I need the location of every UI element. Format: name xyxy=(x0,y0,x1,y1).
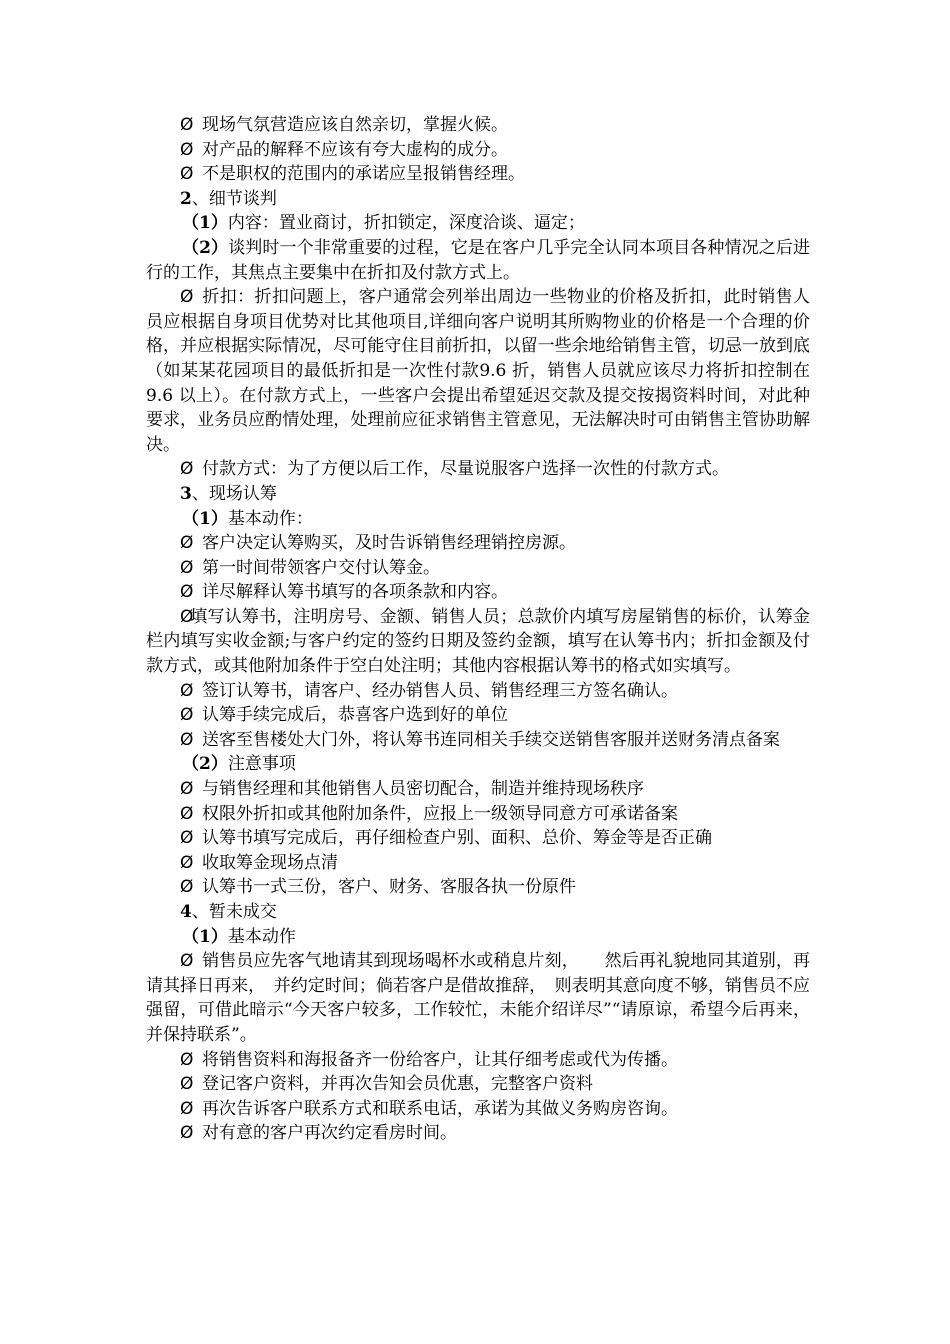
bullet-marker-icon: Ø xyxy=(180,1098,194,1119)
section-title: 、暂未成交 xyxy=(191,902,277,922)
bullet-paragraph xyxy=(146,162,810,187)
bullet-text: 现场气氛营造应该自然亲切，掌握火候。 xyxy=(202,115,508,135)
section-title: 、现场认筹 xyxy=(191,483,277,504)
section-title: 、细节谈判 xyxy=(191,188,277,209)
bullet-text: 详尽解释认筹书填写的各项条款和内容。 xyxy=(202,582,508,603)
subsection-paragraph xyxy=(146,211,810,236)
bullet-marker-icon: Ø xyxy=(180,852,194,873)
bullet-paragraph xyxy=(146,851,810,876)
document-body xyxy=(146,113,810,1146)
bullet-marker-icon: Ø xyxy=(180,557,194,578)
bullet-text: 客户决定认筹购买，及时告诉销售经理销控房源。 xyxy=(202,533,576,554)
bullet-marker-icon: Ø xyxy=(180,877,194,898)
bullet-paragraph xyxy=(146,285,810,457)
bullet-marker-icon: Ø xyxy=(180,828,194,849)
section-heading xyxy=(146,900,810,925)
bullet-text: 与销售经理和其他销售人员密切配合，制造并维持现场秩序 xyxy=(202,779,644,800)
bullet-paragraph xyxy=(146,1072,810,1097)
bullet-marker-icon: Ø xyxy=(180,115,194,135)
bullet-paragraph xyxy=(146,457,810,482)
bullet-paragraph xyxy=(146,580,810,605)
bullet-paragraph xyxy=(146,1048,810,1073)
bullet-marker-icon: Ø xyxy=(180,582,194,603)
bullet-text: 销售员应先客气地请其到现场喝杯水或稍息片刻， 然后再礼貌地同其道别，再请其择日再来， 并约定时间；倘若客户是借故推辞， 则表明其意向度不够，销售员不应强留，可借此暗示“今天客户较多，工作较忙，未能介绍详尽”“请原谅，希望今后再来，并保持联系”。 xyxy=(146,951,810,1045)
bullet-paragraph xyxy=(146,679,810,704)
bullet-paragraph xyxy=(146,875,810,900)
bullet-marker-icon: Ø xyxy=(180,533,194,554)
bullet-paragraph xyxy=(146,777,810,802)
subsection-paragraph xyxy=(146,507,810,532)
subsection-number: （1） xyxy=(182,508,228,529)
subsection-number: （2） xyxy=(182,237,229,258)
bullet-text: 认筹书填写完成后，再仔细检查户别、面积、总价、筹金等是否正确 xyxy=(202,828,712,849)
bullet-text: 填写认筹书，注明房号、金额、销售人员；总款价内填写房屋销售的标价，认筹金栏内填写实收金额;与客户约定的签约日期及签约金额，填写在认筹书内；折扣金额及付款方式，或其他附加条件于空白处注明；其他内容根据认筹书的格式如实填写。 xyxy=(146,606,810,677)
bullet-marker-icon: Ø xyxy=(180,951,194,972)
bullet-marker-icon: Ø xyxy=(180,705,194,726)
section-number: 2 xyxy=(180,188,192,209)
section-number: 3 xyxy=(180,483,192,504)
bullet-marker-icon: Ø xyxy=(180,139,194,160)
bullet-text: 付款方式：为了方便以后工作，尽量说服客户选择一次性的付款方式。 xyxy=(202,459,729,480)
subsection-paragraph xyxy=(146,236,810,285)
bullet-text: 送客至售楼处大门外，将认筹书连同相关手续交送销售客服并送财务清点备案 xyxy=(202,729,780,750)
subsection-number: （2） xyxy=(182,754,228,775)
bullet-text: 收取筹金现场点清 xyxy=(202,852,338,873)
bullet-paragraph xyxy=(146,949,810,1047)
bullet-marker-icon: Ø xyxy=(180,1123,194,1144)
bullet-text: 不是职权的范围内的承诺应呈报销售经理。 xyxy=(202,164,525,185)
section-heading xyxy=(146,482,810,507)
bullet-marker-icon: Ø xyxy=(180,1049,194,1070)
subsection-text: 注意事项 xyxy=(227,754,296,775)
section-number: 4 xyxy=(180,902,192,922)
bullet-text: 再次告诉客户联系方式和联系电话，承诺为其做义务购房咨询。 xyxy=(202,1098,678,1119)
bullet-paragraph xyxy=(146,1121,810,1146)
subsection-paragraph xyxy=(146,925,810,950)
subsection-text: 谈判时一个非常重要的过程，它是在客户几乎完全认同本项目各种情况之后进行的工作，其焦点主要集中在折扣及付款方式上。 xyxy=(146,237,810,283)
bullet-paragraph xyxy=(146,728,810,753)
bullet-text: 将销售资料和海报备齐一份给客户，让其仔细考虑或代为传播。 xyxy=(202,1049,678,1070)
bullet-paragraph xyxy=(146,1097,810,1122)
subsection-number: （1） xyxy=(182,926,228,947)
bullet-text: 对产品的解释不应该有夸大虚构的成分。 xyxy=(202,139,508,160)
bullet-marker-icon: Ø xyxy=(180,680,194,701)
bullet-marker-icon: Ø xyxy=(180,729,194,750)
bullet-marker-icon: Ø xyxy=(180,164,194,185)
bullet-text: 折扣：折扣问题上，客户通常会列举出周边一些物业的价格及折扣，此时销售人员应根据自身项目优势对比其他项目,详细向客户说明其所购物业的价格是一个合理的价格，并应根据实际情况，尽可能守住目前折扣，以留一些余地给销售主管，切忌一放到底（如某某花园项目的最低折扣是一次性付款9.6 折，销售人员就应该尽力将折扣控制在 9.6 以上）。在付款方式上，一些客户会提出希望延迟交款及提交按揭资料时间，对此种要求，业务员应酌情处理，处理前应征求销售主管意见，无法解决时可由销售主管协助解决。 xyxy=(146,287,810,455)
bullet-marker-icon: Ø xyxy=(180,779,194,800)
bullet-marker-icon: Ø xyxy=(180,1074,194,1095)
bullet-paragraph xyxy=(146,556,810,581)
bullet-text: 第一时间带领客户交付认筹金。 xyxy=(202,557,440,578)
section-heading xyxy=(146,187,810,212)
bullet-text: 认筹手续完成后，恭喜客户选到好的单位 xyxy=(202,705,508,726)
subsection-text: 基本动作： xyxy=(227,508,313,529)
bullet-text: 签订认筹书，请客户、经办销售人员、销售经理三方签名确认。 xyxy=(202,680,678,701)
bullet-marker-icon: Ø xyxy=(180,459,194,480)
bullet-paragraph xyxy=(146,605,810,679)
bullet-marker-icon: Ø xyxy=(180,803,194,824)
subsection-text: 基本动作 xyxy=(227,926,296,947)
bullet-text: 权限外折扣或其他附加条件，应报上一级领导同意方可承诺备案 xyxy=(202,803,678,824)
subsection-text: 内容：置业商讨，折扣锁定，深度洽谈、逼定； xyxy=(227,213,585,234)
bullet-paragraph xyxy=(146,138,810,163)
bullet-text: 登记客户资料，并再次告知会员优惠，完整客户资料 xyxy=(202,1074,593,1095)
bullet-text: 对有意的客户再次约定看房时间。 xyxy=(202,1123,457,1144)
bullet-paragraph xyxy=(146,802,810,827)
bullet-paragraph xyxy=(146,826,810,851)
subsection-paragraph xyxy=(146,752,810,777)
bullet-marker-icon: Ø xyxy=(180,606,194,627)
bullet-paragraph xyxy=(146,113,810,138)
bullet-text: 认筹书一式三份，客户、财务、客服各执一份原件 xyxy=(202,877,576,898)
bullet-marker-icon: Ø xyxy=(180,287,194,308)
bullet-paragraph xyxy=(146,531,810,556)
bullet-paragraph xyxy=(146,703,810,728)
subsection-number: （1） xyxy=(182,213,228,234)
